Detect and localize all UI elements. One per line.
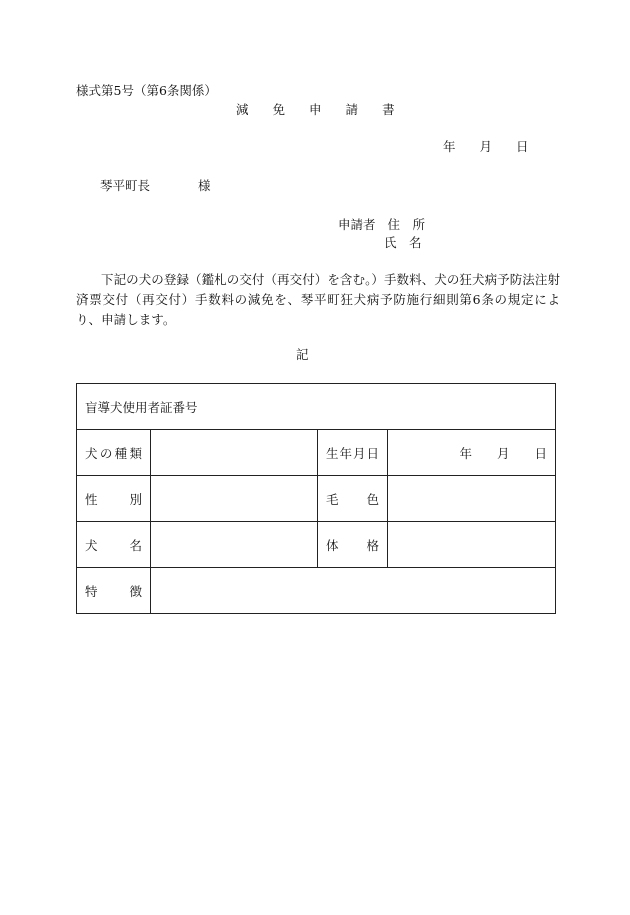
dog-name-label (77, 522, 151, 568)
features-label (77, 568, 151, 614)
label-char: 性 (85, 491, 98, 507)
addressee-honorific: 様 (198, 178, 211, 193)
birth-month: 月 (496, 445, 510, 461)
sex-label (77, 476, 151, 522)
birth-day: 日 (534, 445, 547, 461)
address-label: 住 所 (387, 217, 425, 232)
breed-field[interactable] (151, 430, 318, 476)
application-statement: 下記の犬の登録（鑑札の交付（再交付）を含む。）手数料、犬の狂犬病予防法注射済票交付（再交付）手数料の減免を、琴平町狂犬病予防施行細則第6条の規定により、申請します。 (76, 272, 560, 327)
birthdate-label (318, 430, 388, 476)
applicant-name-row (384, 237, 422, 250)
title-char: 申 (309, 102, 322, 117)
table-row (77, 430, 556, 476)
physique-field[interactable] (388, 522, 556, 568)
label-char: 格 (366, 537, 379, 553)
breed-label (77, 430, 151, 476)
label-char: 生 (326, 445, 339, 461)
dog-name-field[interactable] (151, 522, 318, 568)
title-char: 書 (382, 102, 395, 117)
date-month: 月 (479, 139, 493, 154)
birthdate-field[interactable] (388, 430, 556, 476)
addressee (100, 180, 211, 193)
title-char: 減 (236, 102, 249, 117)
applicant-address-row (338, 219, 425, 232)
table-row (77, 522, 556, 568)
label-char: 特 (85, 583, 98, 599)
label-char: 色 (366, 491, 379, 507)
physique-label (318, 522, 388, 568)
table-row (77, 384, 556, 430)
application-table (76, 383, 556, 614)
title-char: 免 (272, 102, 286, 117)
label-char: 種 (114, 445, 128, 461)
coat-color-label (318, 476, 388, 522)
features-field[interactable] (151, 568, 556, 614)
label-char: 月 (352, 445, 366, 461)
sex-field[interactable] (151, 476, 318, 522)
guide-dog-cert-label: 盲導犬使用者証番号 (85, 399, 198, 415)
date-year: 年 (443, 139, 456, 154)
label-char: 犬 (85, 445, 98, 461)
guide-dog-cert-cell (77, 384, 556, 430)
label-char: 別 (129, 491, 142, 507)
label-char: 名 (129, 537, 142, 553)
form-number: 様式第5号（第6条関係） (76, 83, 217, 98)
table-row (77, 476, 556, 522)
label-char: 年 (339, 445, 352, 461)
table-row (77, 568, 556, 614)
label-char: 体 (326, 537, 339, 553)
label-char: 徴 (129, 583, 142, 599)
name-label: 氏 名 (384, 235, 422, 250)
label-char: 毛 (326, 491, 339, 507)
label-char: の (99, 445, 113, 461)
document-title (236, 104, 395, 117)
label-char: 日 (366, 445, 379, 461)
birth-year: 年 (459, 445, 472, 461)
label-char: 類 (129, 445, 142, 461)
coat-color-field[interactable] (388, 476, 556, 522)
applicant-label: 申請者 (338, 217, 376, 232)
ki-heading: 記 (296, 347, 309, 362)
application-date (443, 141, 529, 154)
title-char: 請 (345, 102, 359, 117)
label-char: 犬 (85, 537, 98, 553)
addressee-name: 琴平町長 (100, 178, 151, 193)
date-day: 日 (516, 139, 529, 154)
